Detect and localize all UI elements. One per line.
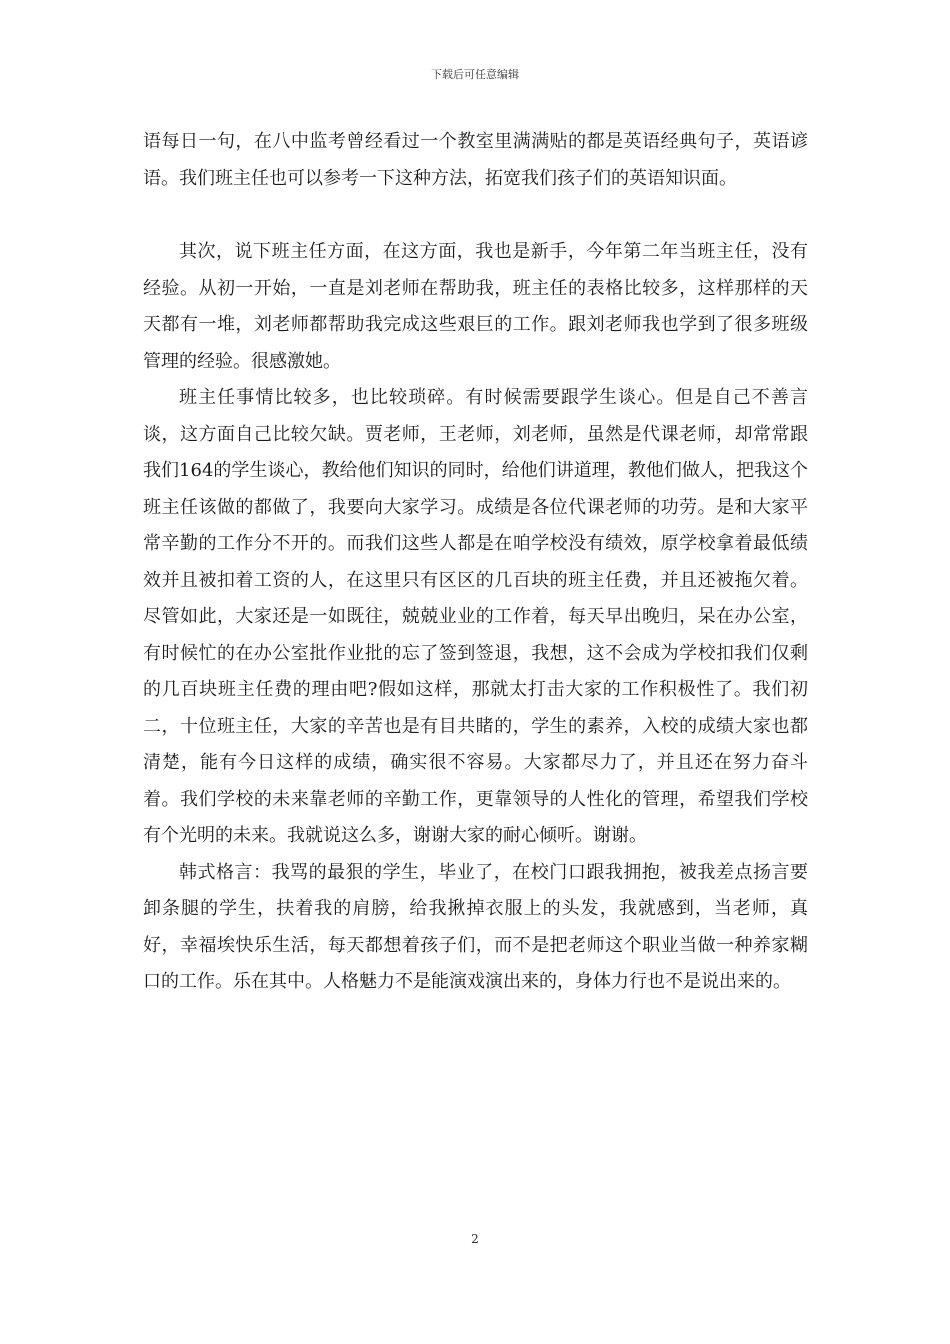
paragraph-head-teacher-experience: 其次，说下班主任方面，在这方面，我也是新手，今年第二年当班主任，没有经验。从初一开始，一直是刘老师在帮助我，班主任的表格比较多，这样那样的天天都有一堆，刘老师都帮助我完成这些艰巨的工作。跟刘老师我也学到了很多班级管理的经验。很感激她。 — [143, 241, 808, 372]
paragraph-head-teacher-duties: 班主任事情比较多，也比较琐碎。有时候需要跟学生谈心。但是自己不善言谈，这方面自己比较欠缺。贾老师，王老师，刘老师，虽然是代课老师，却常常跟我们164的学生谈心，教给他们知识的同时，给他们讲道理，教他们做人，把我这个班主任该做的都做了，我要向大家学习。成绩是各位代课老师的功劳。是和大家平常辛勤的工作分不开的。而我们这些人都是在咱学校没有绩效，原学校拿着最低绩效并且被扣着工资的人，在这里只有区区的几百块的班主任费，并且还被拖欠着。尽管如此，大家还是一如既往，兢兢业业的工作着，每天早出晚归，呆在办公室，有时候忙的在办公室批作业批的忘了签到签退，我想，这不会成为学校扣我们仅剩的几百块班主任费的理由吧?假如这样，那就太打击大家的工作积极性了。我们初二，十位班主任，大家的辛苦也是有目共睹的，学生的素养，入校的成绩大家也都清楚，能有今日这样的成绩，确实很不容易。大家都尽力了，并且还在努力奋斗着。我们学校的未来靠老师的辛勤工作，更靠领导的人性化的管理，希望我们学校有个光明的未来。我就说这么多，谢谢大家的耐心倾听。谢谢。 — [143, 387, 808, 846]
document-body — [143, 124, 808, 1001]
paragraph-motto: 韩式格言：我骂的最狠的学生，毕业了，在校门口跟我拥抱，被我差点扬言要卸条腿的学生，扶着我的肩膀，给我揪掉衣服上的头发，我就感到，当老师，真好，幸福埃快乐生活，每天都想着孩子们，而不是把老师这个职业当做一种养家糊口的工作。乐在其中。人格魅力不是能演戏演出来的，身体力行也不是说出来的。 — [143, 861, 808, 992]
page-header: 下载后可任意编辑 — [431, 68, 519, 81]
paragraph-english-sentences: 语每日一句，在八中监考曾经看过一个教室里满满贴的都是英语经典句子，英语谚语。我们班主任也可以参考一下这种方法，拓宽我们孩子们的英语知识面。 — [143, 131, 808, 189]
page-number: 2 — [471, 1232, 479, 1246]
